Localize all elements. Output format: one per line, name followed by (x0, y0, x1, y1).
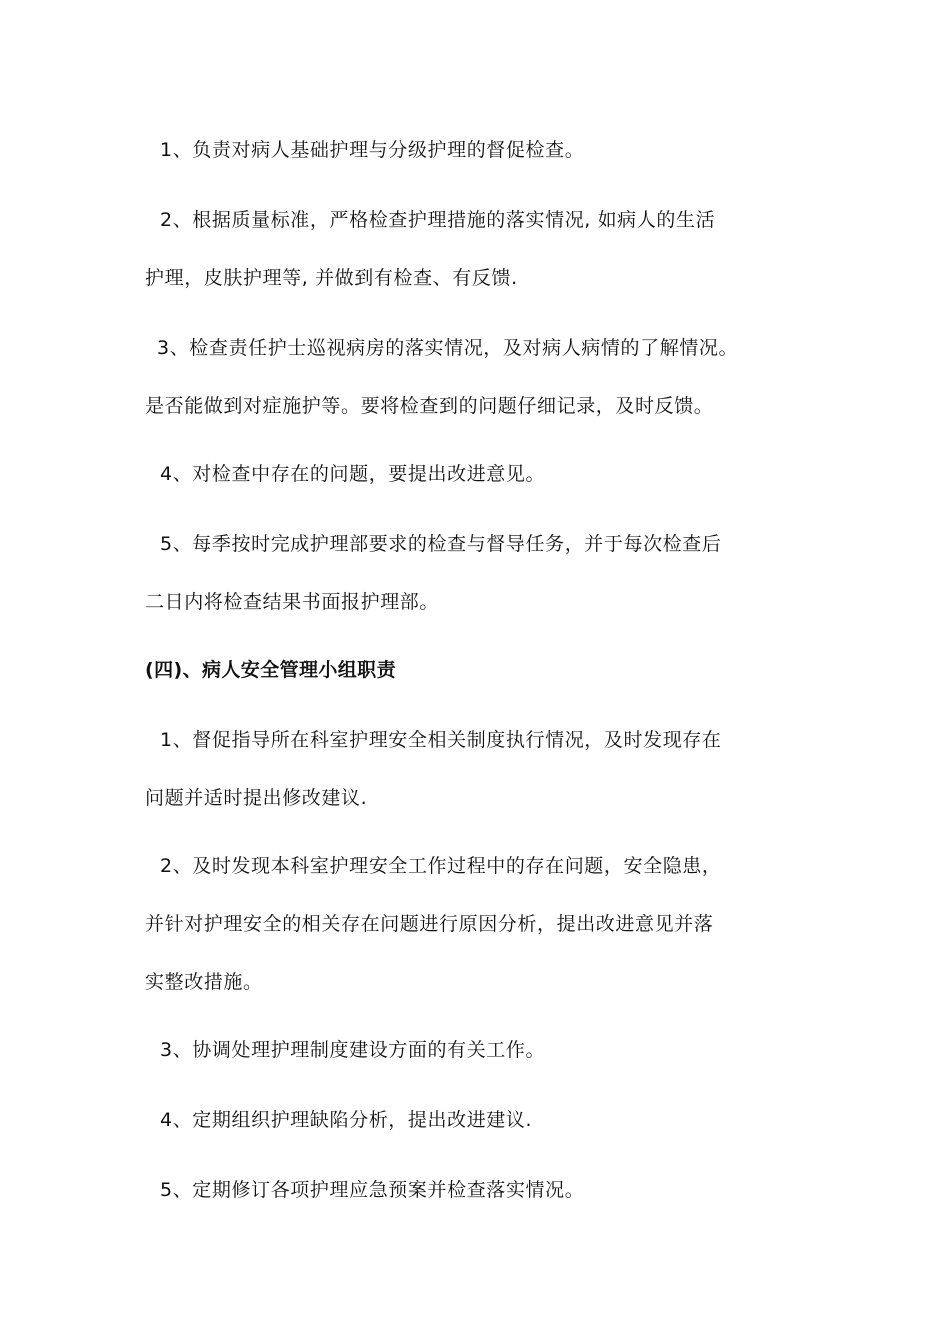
duty-item-3: 3、检查责任护士巡视病房的落实情况，及对病人病情的了解情况。 (157, 337, 739, 359)
duty-item-3-cont: 是否能做到对症施护等。要将检查到的问题仔细记录，及时反馈。 (145, 395, 714, 417)
safety-item-4: 4、定期组织护理缺陷分析，提出改进建议. (160, 1109, 533, 1131)
duty-item-1: 1、负责对病人基础护理与分级护理的督促检查。 (160, 139, 585, 161)
duty-item-5: 5、每季按时完成护理部要求的检查与督导任务，并于每次检查后 (160, 533, 722, 555)
safety-item-1: 1、督促指导所在科室护理安全相关制度执行情况，及时发现存在 (160, 729, 722, 751)
safety-item-2: 2、及时发现本科室护理安全工作过程中的存在问题，安全隐患， (160, 855, 722, 877)
safety-item-2-cont2: 实整改措施。 (145, 971, 263, 993)
duty-item-2-cont: 护理，皮肤护理等, 并做到有检查、有反馈. (145, 267, 518, 289)
section-heading: (四)、病人安全管理小组职责 (145, 659, 396, 681)
duty-item-2: 2、根据质量标准，严格检查护理措施的落实情况, 如病人的生活 (160, 209, 716, 231)
duty-item-4: 4、对检查中存在的问题，要提出改进意见。 (160, 463, 546, 485)
safety-item-3: 3、协调处理护理制度建设方面的有关工作。 (160, 1039, 546, 1061)
duty-item-5-cont: 二日内将检查结果书面报护理部。 (145, 591, 440, 613)
safety-item-2-cont: 并针对护理安全的相关存在问题进行原因分析，提出改进意见并落 (145, 913, 714, 935)
safety-item-1-cont: 问题并适时提出修改建议. (145, 787, 368, 809)
safety-item-5: 5、定期修订各项护理应急预案并检查落实情况。 (160, 1179, 585, 1201)
